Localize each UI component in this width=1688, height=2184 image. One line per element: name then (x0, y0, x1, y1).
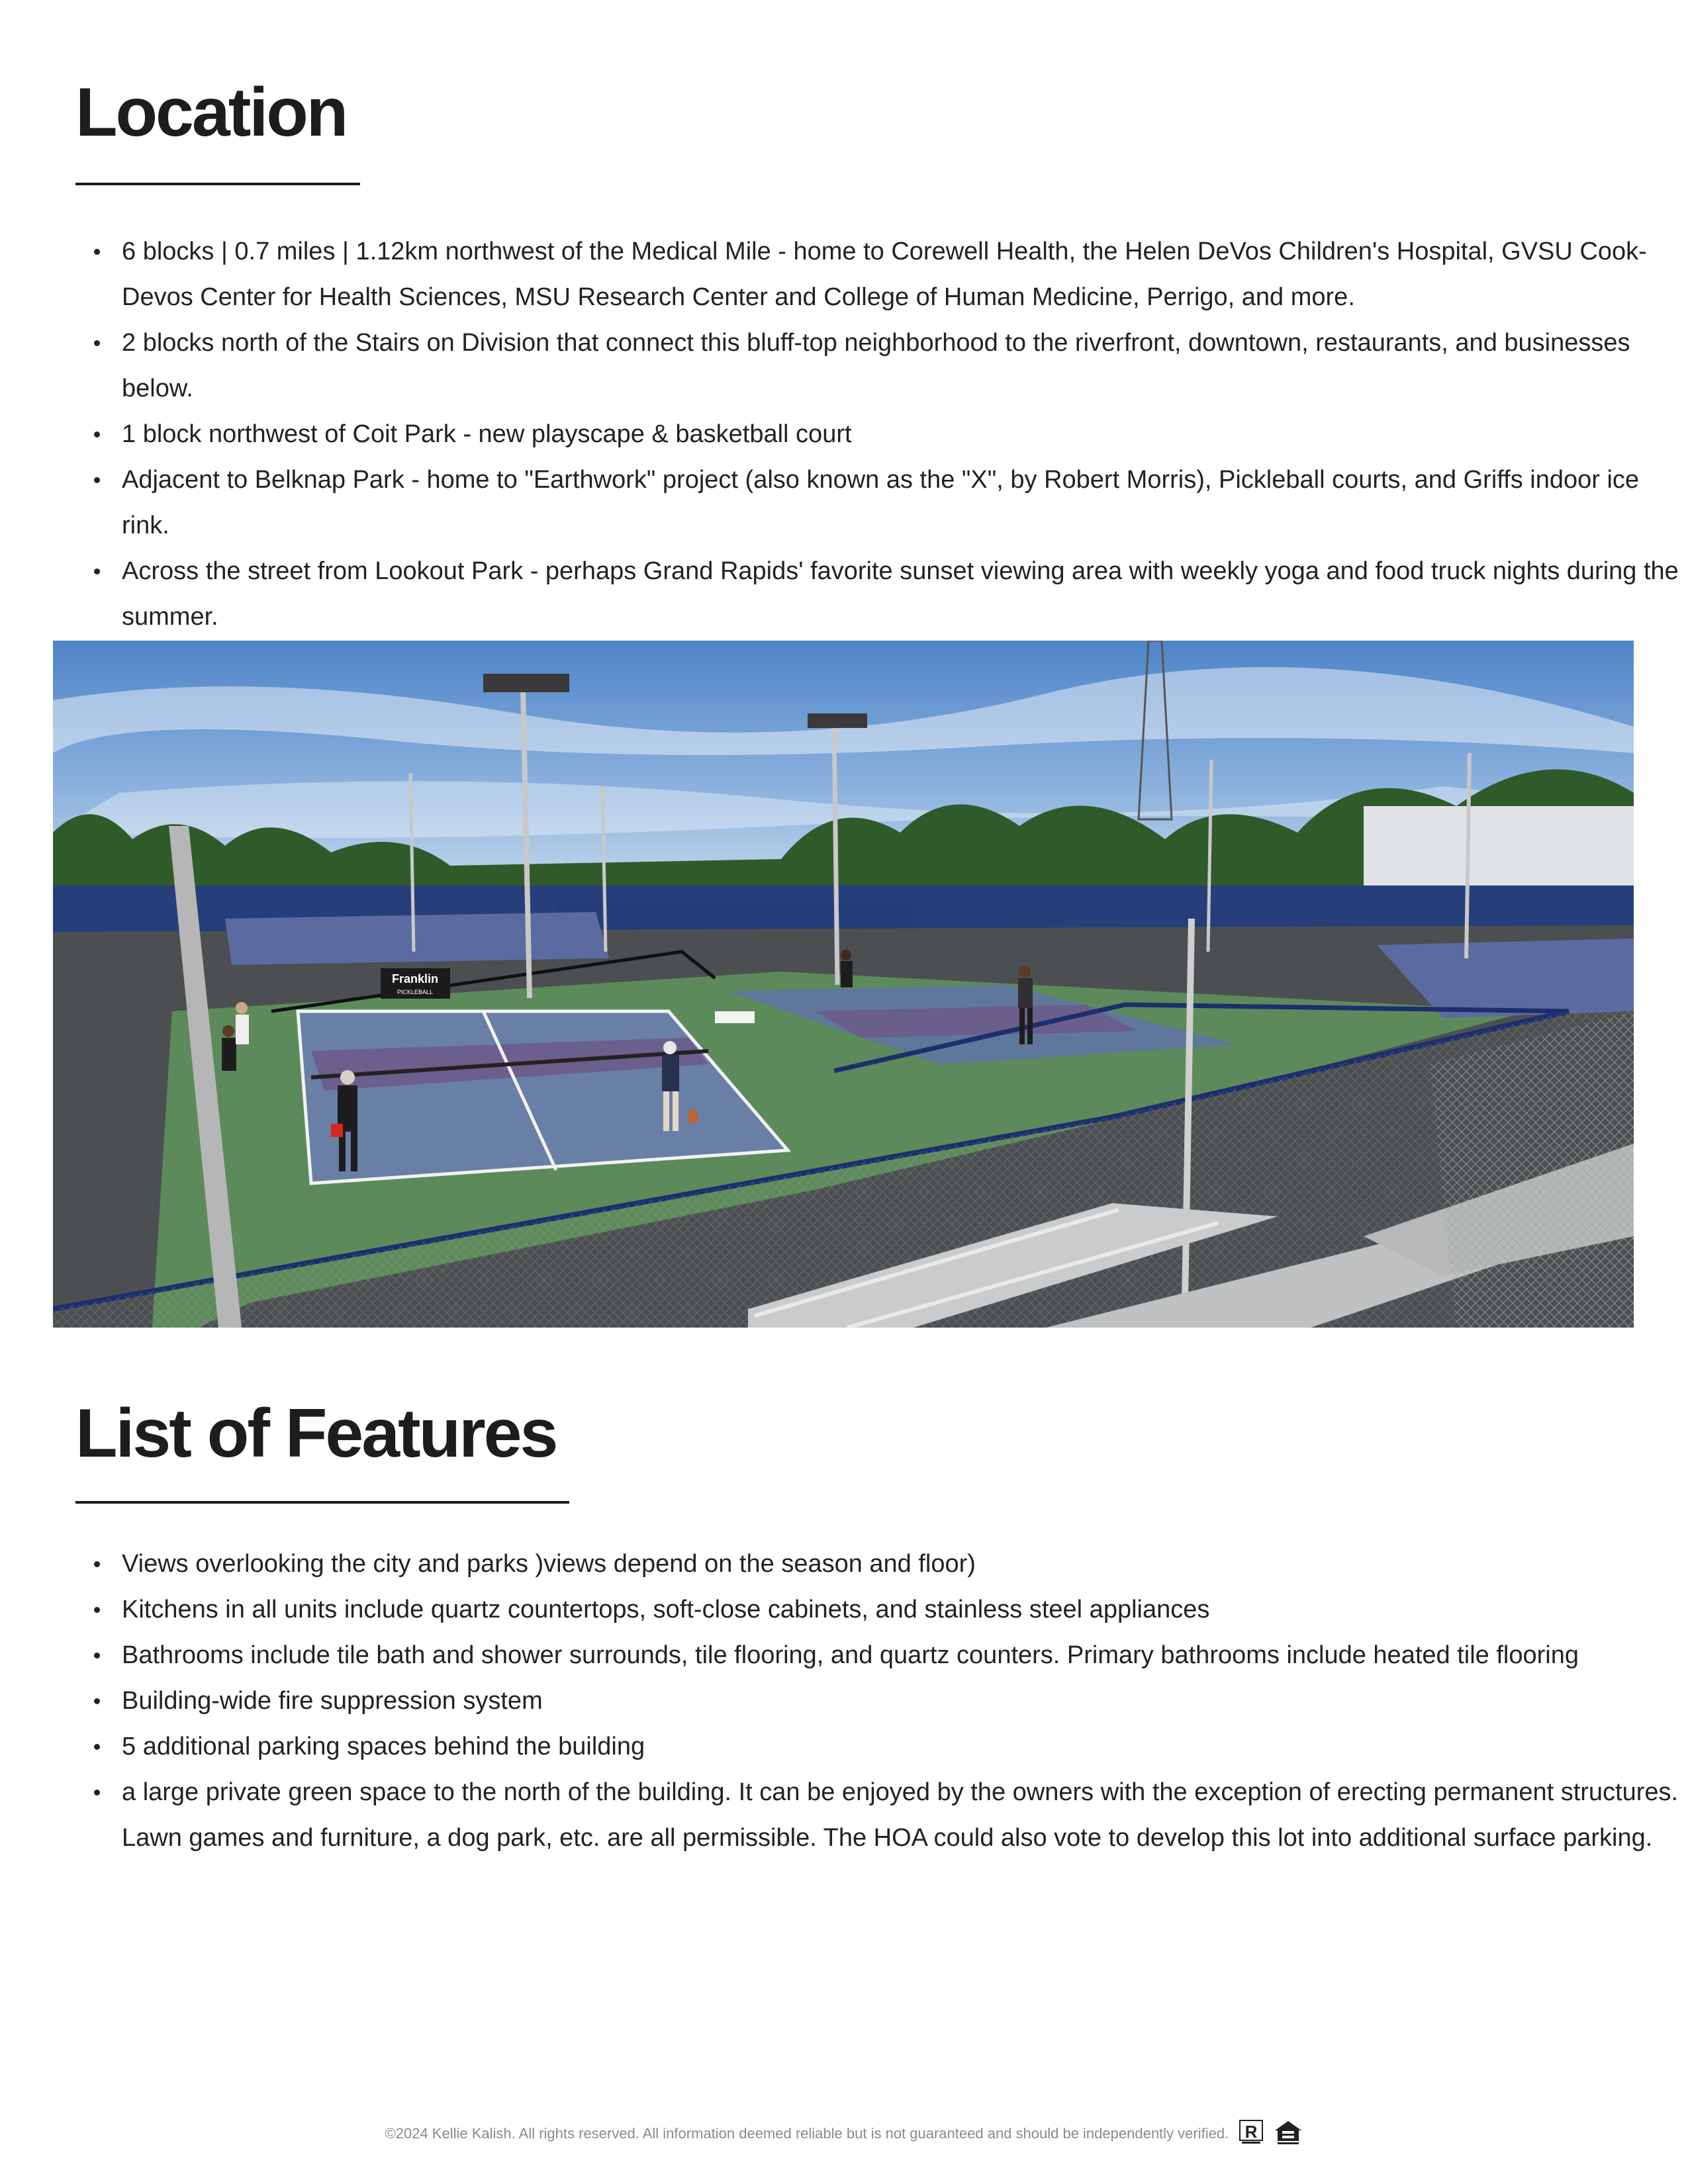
footer (0, 2120, 1688, 2149)
features-title-rule (75, 1501, 569, 1504)
sign-text: Franklin (391, 972, 439, 985)
location-bullet: Adjacent to Belknap Park - home to "Earthwork" project (also known as the "X", by Robert Morris), Pickleball courts, and Griffs indoor ice rink. (122, 457, 1684, 549)
feature-bullet: Kitchens in all units include quartz countertops, soft-close cabinets, and stainless steel appliances (122, 1587, 1684, 1633)
pickleball-courts-photo (53, 641, 1634, 1328)
location-bullet: 1 block northwest of Coit Park - new playscape & basketball court (122, 412, 1684, 457)
location-bullet: Across the street from Lookout Park - perhaps Grand Rapids' favorite sunset viewing area with weekly yoga and food truck nights during the summer. (122, 549, 1684, 640)
location-bullet: 2 blocks north of the Stairs on Division that connect this bluff-top neighborhood to the riverfront, downtown, restaurants, and businesses below. (122, 320, 1684, 412)
feature-bullet: Building-wide fire suppression system (122, 1678, 1684, 1724)
sign-subtext: PICKLEBALL (397, 989, 434, 995)
location-title-rule (75, 183, 360, 185)
features-list (75, 1541, 1684, 1861)
realtor-icon (1239, 2120, 1263, 2149)
feature-bullet: Bathrooms include tile bath and shower surrounds, tile flooring, and quartz counters. Primary bathrooms include heated tile flooring (122, 1633, 1684, 1678)
equal-housing-icon (1274, 2120, 1303, 2149)
location-bullet: 6 blocks | 0.7 miles | 1.12km northwest of the Medical Mile - home to Corewell Health, the Helen DeVos Children's Hospital, GVSU Cook-Devos Center for Health Sciences, MSU Research Center and College of Human Medicine, Perrigo, and more. (122, 229, 1684, 320)
feature-bullet: 5 additional parking spaces behind the building (122, 1724, 1684, 1770)
location-list (75, 229, 1684, 640)
feature-bullet: Views overlooking the city and parks )views depend on the season and floor) (122, 1541, 1684, 1587)
footer-disclaimer: ©2024 Kellie Kalish. All rights reserved. All information deemed reliable but is not guaranteed and should be independently verified. (385, 2124, 1229, 2142)
feature-bullet: a large private green space to the north of the building. It can be enjoyed by the owners with the exception of erecting permanent structures. Lawn games and furniture, a dog park, etc. are all permissible. The HOA could also vote to develop this lot into additional surface parking. (122, 1770, 1684, 1861)
svg-text:R: R (1244, 2122, 1258, 2142)
location-title: Location (75, 74, 347, 151)
features-title: List of Features (75, 1395, 557, 1472)
